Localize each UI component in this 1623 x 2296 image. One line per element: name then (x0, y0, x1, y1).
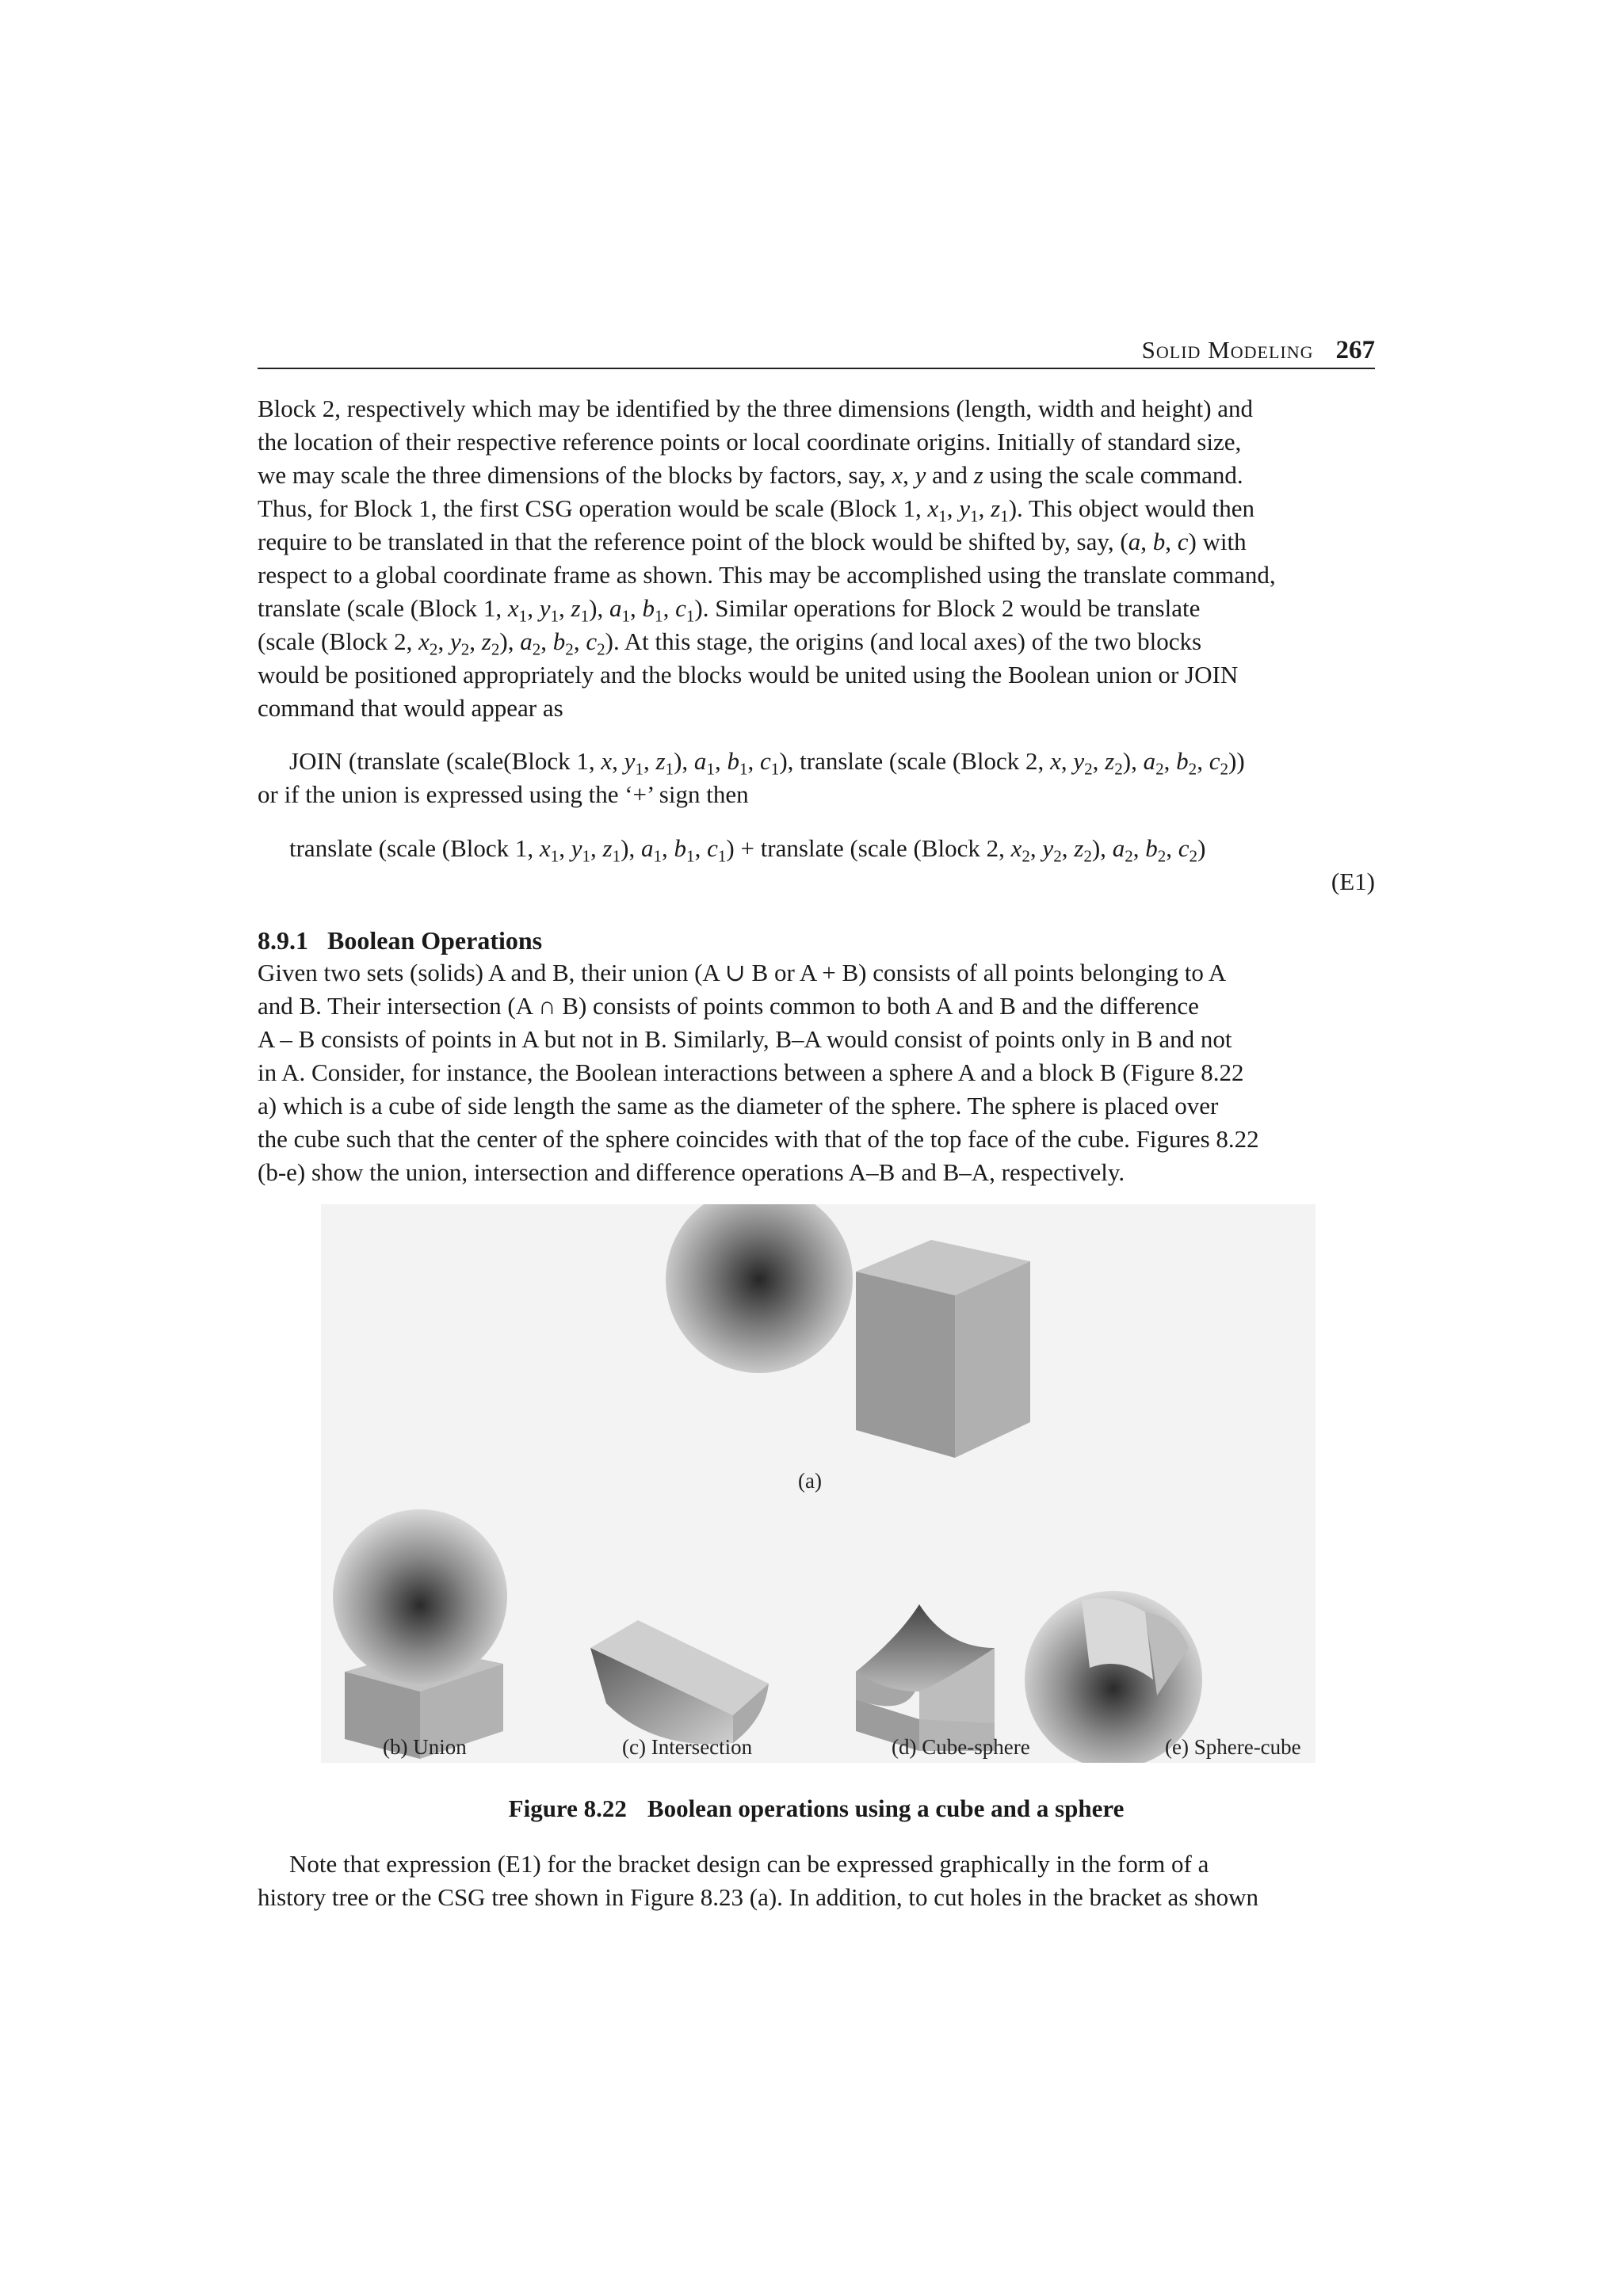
figure-boolean-operations (321, 1204, 1316, 1763)
text-line: Given two sets (solids) A and B, their union (A ∪ B or A + B) consists of all points belonging to A (258, 959, 1227, 986)
sphere-a (666, 1204, 853, 1373)
running-head (258, 333, 1375, 369)
cube-b (856, 1240, 1030, 1458)
section-title: Boolean Operations (327, 926, 543, 955)
label-sphere-cube: (e) Sphere-cube (1165, 1735, 1301, 1759)
text-line: Thus, for Block 1, the first CSG operation would be scale (Block 1, $x_1$, $y_1$, $z_1$). This object would then (258, 494, 1254, 526)
text-line: (scale (Block 2, $x_2$, $y_2$, $z_2$), $a_2$, $b_2$, $c_2$). At this stage, the origins (and local axes) of the two blocks (258, 627, 1202, 659)
union-shape (333, 1509, 507, 1759)
running-title: Solid Modeling (1141, 336, 1314, 364)
paragraph-history-tree (258, 1848, 1375, 1914)
intersection-shape (590, 1620, 769, 1744)
label-union: (b) Union (383, 1735, 467, 1759)
text-line: Note that expression (E1) for the bracket design can be expressed graphically in the form of a (289, 1850, 1209, 1878)
join-expression: JOIN (translate (scale(Block 1, x, $y_1$, $z_1$), $a_1$, $b_1$, $c_1$), translate (scale (Block 2, x, $y_2$, $z_2$), $a_2$, $b_2$, $c_2$)) (289, 747, 1245, 779)
text-line: we may scale the three dimensions of the blocks by factors, say, x, y and z using the scale command. (258, 461, 1243, 489)
text-line: A – B consists of points in A but not in B. Similarly, B–A would consist of points only in B and not (258, 1025, 1232, 1053)
page-number: 267 (1335, 336, 1375, 364)
union-note: or if the union is expressed using the ‘+’ sign then (258, 780, 749, 808)
text-line: the cube such that the center of the sphere coincides with that of the top face of the cube. Figures 8.22 (258, 1125, 1259, 1153)
figure-caption-text: Boolean operations using a cube and a sphere (647, 1794, 1125, 1822)
text-line: command that would appear as (258, 694, 563, 722)
text-line: translate (scale (Block 1, $x_1$, $y_1$, $z_1$), $a_1$, $b_1$, $c_1$). Similar operations for Block 2 would be translate (258, 594, 1201, 626)
section-heading (258, 923, 542, 958)
label-a: (a) (798, 1469, 822, 1493)
figure-caption (258, 1792, 1375, 1825)
paragraph-csg-operations (258, 392, 1375, 725)
text-line: (b-e) show the union, intersection and difference operations A–B and B–A, respectively. (258, 1158, 1125, 1186)
section-number: 8.9.1 (258, 926, 308, 955)
text-line: in A. Consider, for instance, the Boolean interactions between a sphere A and a block B (Figure 8.22 (258, 1058, 1244, 1086)
label-cube-sphere: (d) Cube-sphere (892, 1735, 1030, 1759)
label-intersection: (c) Intersection (622, 1735, 753, 1759)
text-line: respect to a global coordinate frame as shown. This may be accomplished using the translate command, (258, 561, 1276, 589)
text-line: require to be translated in that the reference point of the block would be shifted by, say, (a, b, c) with (258, 528, 1247, 555)
cube-minus-sphere-shape (856, 1604, 995, 1751)
text-line: the location of their respective reference points or local coordinate origins. Initially of standard size, (258, 428, 1242, 456)
text-line: Block 2, respectively which may be identified by the three dimensions (length, width and height) and (258, 395, 1254, 422)
text-line: would be positioned appropriately and the blocks would be united using the Boolean union or JOIN (258, 661, 1239, 688)
plus-expression: translate (scale (Block 1, $x_1$, $y_1$, $z_1$), $a_1$, $b_1$, $c_1$) + translate (scale (Block 2, $x_2$, $y_2$, $z_2$), $a_2$, $b_2$, $c_2$) (289, 834, 1206, 866)
text-line: and B. Their intersection (A ∩ B) consists of points common to both A and B and the difference (258, 992, 1199, 1020)
text-line: history tree or the CSG tree shown in Figure 8.23 (a). In addition, to cut holes in the bracket as shown (258, 1883, 1258, 1911)
text-line: a) which is a cube of side length the same as the diameter of the sphere. The sphere is placed over (258, 1092, 1219, 1119)
equation-label: (E1) (1331, 868, 1375, 895)
paragraph-boolean-operations (258, 956, 1375, 1189)
figure-number: Figure 8.22 (508, 1794, 627, 1822)
